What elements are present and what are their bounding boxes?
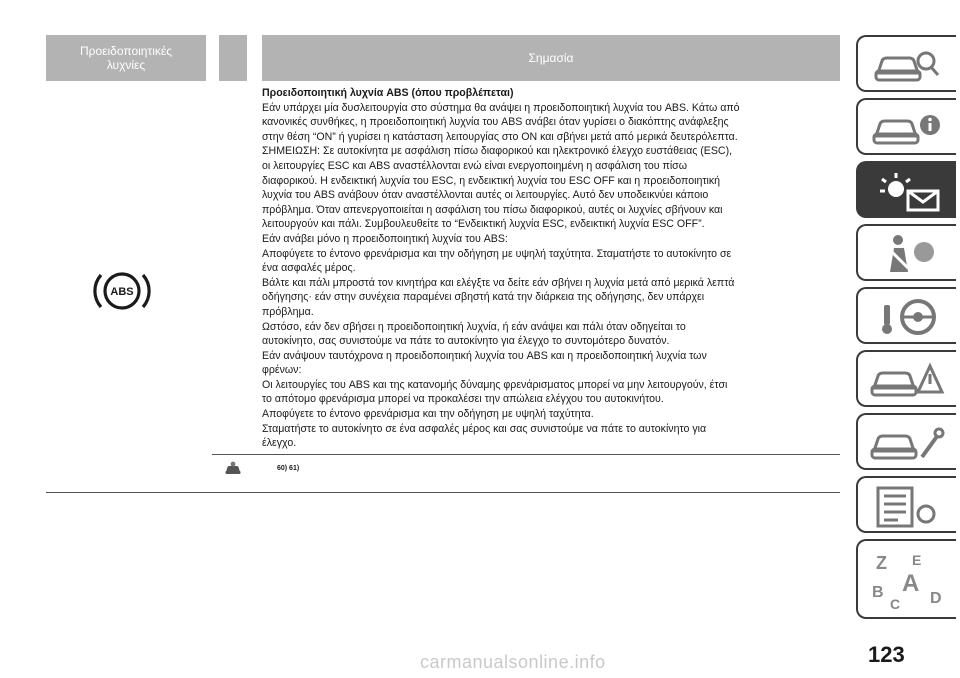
description-line: λειτουργούν και πάλι. Συμβουλευθείτε το “Ενδεικτική λυχνία ESC, ενδεικτική λυχνία ESC OFF”. xyxy=(262,218,705,231)
tab-starting-driving[interactable] xyxy=(856,287,956,344)
car-info-icon xyxy=(868,106,948,150)
specifications-list-icon xyxy=(868,484,948,528)
page-number: 123 xyxy=(868,642,905,667)
tab-car-overview[interactable] xyxy=(856,35,956,92)
svg-text:A: A xyxy=(902,570,920,597)
car-wrench-icon xyxy=(868,421,948,465)
description-line: λυχνία του ABS ανάβουν όταν αναστέλλονται αυτές οι λειτουργίες. Αυτό δεν υποδεικνύει κάποιο xyxy=(262,189,709,202)
description-line: αυτοκίνητο, σας συνιστούμε να πάτε το αυτοκίνητο για έλεγχο το συντομότερο δυνατόν. xyxy=(262,335,670,348)
description-line: Βάλτε και πάλι μπροστά τον κινητήρα και ελέγξτε να δείτε εάν σβήνει η λυχνία μετά από μερικά λεπτά xyxy=(262,276,735,289)
description-line: πρόβλημα. Όταν απενεργοποιείται η ασφάλιση του πίσω διαφορικού, αυτές οι λυχνίες σβήνουν και xyxy=(262,203,723,216)
description-line: κανονικές συνθήκες, η προειδοποιητική λυχνία του ABS ανάβει όταν γυρίσει ο διακόπτης ανάφλεξης xyxy=(262,116,729,129)
warning-light-title: Προειδοποιητική λυχνία ABS (όπου προβλέπεται) xyxy=(262,87,514,99)
seatbelt-airbag-icon xyxy=(868,232,948,276)
description-line: Εάν ανάβει μόνο η προειδοποιητική λυχνία του ABS: xyxy=(262,232,508,245)
tab-safety[interactable] xyxy=(856,224,956,281)
description-line: Ωστόσο, εάν δεν σβήσει η προειδοποιητική λυχνία, ή εάν ανάψει και πάλι όταν οδηγείται το xyxy=(262,320,686,333)
table-bottom-divider xyxy=(46,492,840,493)
watermark: carmanualsonline.info xyxy=(420,652,606,672)
description-line: έλεγχο. xyxy=(262,437,297,450)
abs-warning-light-icon xyxy=(93,262,151,320)
tab-index[interactable] xyxy=(856,539,956,619)
svg-text:B: B xyxy=(872,584,884,601)
car-magnifier-icon xyxy=(868,43,948,87)
description-line: διαφορικού. Η ενδεικτική λυχνία του ESC, η ενδεικτική λυχνία του ESC OFF και η προειδοποιητική xyxy=(262,174,721,187)
tab-warning-lights[interactable] xyxy=(856,161,956,218)
svg-text:D: D xyxy=(930,590,942,607)
description-line: οι λειτουργίες ESC και ABS αναστέλλονται ενώ είναι ενεργοποιημένη η ασφάλιση του πίσω xyxy=(262,159,687,172)
description-line: το απότομο φρενάρισμα μπορεί να προκαλέσει την απώλεια ελέγχου του αυτοκινήτου. xyxy=(262,393,664,406)
row-divider xyxy=(212,454,840,455)
header-spacer xyxy=(219,35,247,81)
description-line: ΣΗΜΕΙΩΣΗ: Σε αυτοκίνητα με ασφάλιση πίσω διαφορικού και ηλεκτρονικό έλεγχο ευστάθειας (ESC), xyxy=(262,145,733,158)
tab-specifications[interactable] xyxy=(856,476,956,533)
abs-icon-label: ABS xyxy=(110,286,134,298)
service-car-icon xyxy=(224,460,242,476)
tab-maintenance[interactable] xyxy=(856,413,956,470)
description-line: ένα ασφαλές μέρος. xyxy=(262,262,356,275)
svg-text:E: E xyxy=(912,552,922,568)
description-line: οδήγησης· εάν στην συνέχεια παραμένει σβηστή κατά την διάρκεια της οδήγησης, δεν υπάρχει xyxy=(262,291,705,304)
warning-light-description xyxy=(262,86,842,451)
car-triangle-icon xyxy=(868,358,948,402)
description-line: Εάν υπάρχει μία δυσλειτουργία στο σύστημα θα ανάψει η προειδοποιητική λυχνία του ABS. Κάτω από xyxy=(262,101,740,114)
svg-text:C: C xyxy=(890,596,901,612)
alphabetical-index-icon xyxy=(868,547,948,617)
description-line: Εάν ανάψουν ταυτόχρονα η προειδοποιητική λυχνία του ABS και η προειδοποιητική λυχνία των xyxy=(262,349,707,362)
header-meaning: Σημασία xyxy=(262,35,840,81)
description-line: Σταματήστε το αυτοκίνητο σε ένα ασφαλές μέρος και σας συνιστούμε να πάτε το αυτοκίνητο για xyxy=(262,422,707,435)
description-line: πρόβλημα. xyxy=(262,305,314,318)
header-warning-lights: Προειδοποιητικές λυχνίες xyxy=(46,35,206,81)
description-line: Αποφύγετε το έντονο φρενάρισμα και την οδήγηση με υψηλή ταχύτητα. xyxy=(262,408,594,421)
description-line: φρένων: xyxy=(262,364,302,377)
steering-wheel-key-icon xyxy=(868,295,948,339)
tab-car-info[interactable] xyxy=(856,98,956,155)
svg-text:Z: Z xyxy=(876,553,887,573)
reference-notes: 60) 61) xyxy=(277,465,300,472)
tab-emergency[interactable] xyxy=(856,350,956,407)
warning-light-envelope-icon xyxy=(868,169,948,213)
description-line: Αποφύγετε το έντονο φρενάρισμα και την οδήγηση με υψηλή ταχύτητα. Σταματήστε το αυτοκίνητο σε xyxy=(262,247,732,260)
description-line: στην θέση “ON” ή γυρίσει η κατάσταση λειτουργίας στο ON και σβήνει μετά από μερικά δευτερόλεπτα. xyxy=(262,130,738,143)
description-line: Οι λειτουργίες του ABS και της κατανομής δύναμης φρενάρισματος μπορεί να μην λειτουργούν, έτσι xyxy=(262,378,728,391)
